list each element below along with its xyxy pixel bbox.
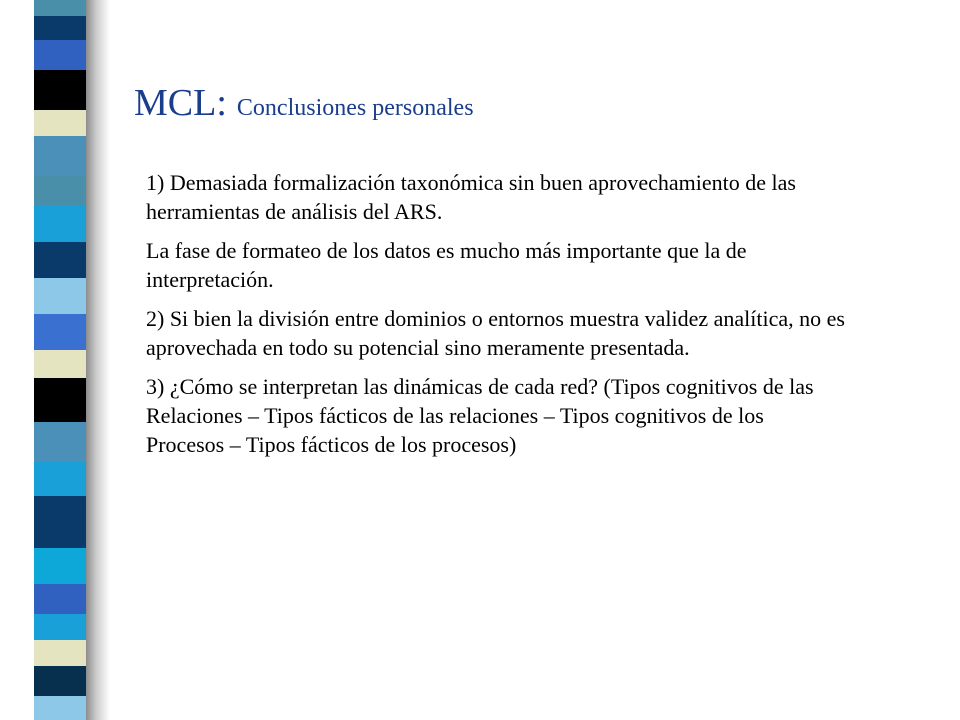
stripe-segment	[34, 584, 86, 614]
stripe-segment	[34, 422, 86, 462]
decorative-stripe	[34, 0, 86, 720]
stripe-segment	[34, 278, 86, 314]
stripe-segment	[34, 640, 86, 666]
slide-title	[134, 84, 474, 122]
stripe-segment	[34, 70, 86, 110]
stripe-segment	[34, 314, 86, 350]
stripe-segment	[34, 16, 86, 40]
stripe-segment	[34, 696, 86, 720]
stripe-segment	[34, 614, 86, 640]
paragraph: 3) ¿Cómo se interpretan las dinámicas de cada red? (Tipos cognitivos de las Relaciones – Tipos fácticos de las relaciones – Tipos cognitivos de los Procesos – Tipos fácticos de los procesos)	[146, 374, 814, 457]
stripe-segment	[34, 462, 86, 496]
paragraph: La fase de formateo de los datos es mucho más importante que la de interpretación.	[146, 238, 747, 292]
title-subtitle: Conclusiones personales	[236, 95, 474, 121]
stripe-segment	[34, 206, 86, 242]
paragraph: 1) Demasiada formalización taxonómica sin buen aprovechamiento de las herramientas de análisis del ARS.	[146, 170, 796, 224]
stripe-segment	[34, 666, 86, 696]
stripe-segment	[34, 136, 86, 176]
stripe-segment	[34, 242, 86, 278]
stripe-segment	[34, 548, 86, 584]
stripe-segment	[34, 110, 86, 136]
title-main: MCL:	[134, 82, 227, 124]
stripe-segment	[34, 378, 86, 422]
stripe-segment	[34, 0, 86, 16]
stripe-shadow	[86, 0, 110, 720]
stripe-segment	[34, 496, 86, 548]
stripe-segment	[34, 176, 86, 206]
stripe-segment	[34, 40, 86, 70]
paragraph: 2) Si bien la división entre dominios o entornos muestra validez analítica, no es aprovechada en todo su potencial sino meramente presentada.	[146, 306, 845, 360]
slide-body	[146, 168, 846, 469]
stripe-segment	[34, 350, 86, 378]
